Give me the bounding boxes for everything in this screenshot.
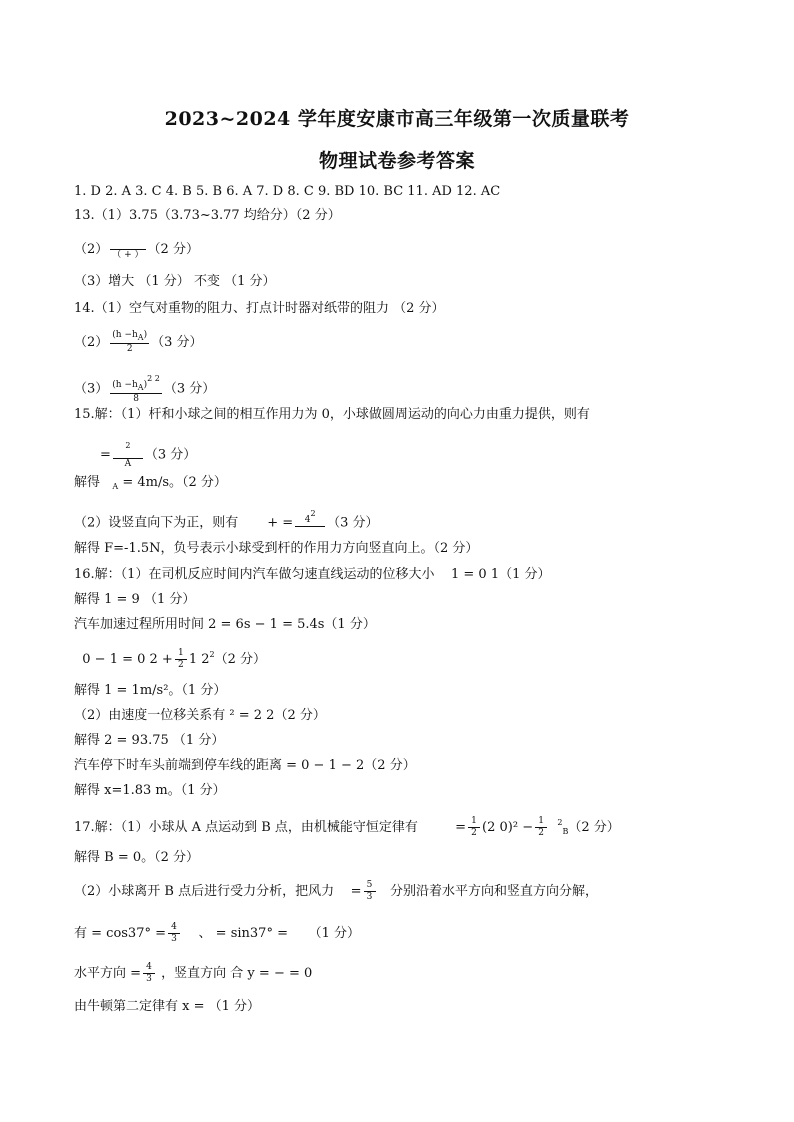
- q14-part2-num: (h −h: [112, 330, 138, 340]
- q15-eq1-sup: 2: [125, 441, 131, 450]
- q17-part2-frac-den: 3: [366, 892, 373, 902]
- q17-directions: [74, 962, 312, 985]
- q17-result1: 解得 B = 0。（2 分）: [74, 850, 200, 865]
- q17-part1-frac1-den: 2: [471, 828, 477, 838]
- q17-decomp-frac-den: 3: [171, 934, 177, 944]
- q15-part2-num-sup: 2: [310, 509, 316, 518]
- q14-part2-fraction: [110, 330, 149, 355]
- q16-result3: 解得 2 = 93.75 （1 分）: [74, 733, 225, 748]
- q14-part3-fraction: [110, 373, 162, 405]
- q17-part2-frac-num: 5: [364, 880, 376, 892]
- q17-part1-tail-sup: 2: [557, 818, 563, 827]
- q17-decomp-frac: [168, 922, 180, 945]
- q15-result1-label: 解得: [74, 475, 101, 490]
- q16-eq2-frac-num: 1: [175, 648, 187, 660]
- q17-part2: [74, 880, 598, 903]
- q16-equation2: [74, 646, 266, 671]
- q13-fraction-den: （ + ）: [112, 250, 144, 260]
- q17-part2-text: （2）小球离开 B 点后进行受力分析，把风力: [74, 884, 335, 899]
- q14-part3-sup: 2 2: [147, 374, 160, 383]
- q15-part1: 15.解：（1）杆和小球之间的相互作用力为 0，小球做圆周运动的向心力由重力提供，则有: [74, 407, 590, 422]
- q16-accel-time: 汽车加速过程所用时间 2 = 6s − 1 = 5.4s（1 分）: [74, 617, 376, 632]
- q14-part3-den: 8: [133, 394, 139, 404]
- q16-part1: [74, 566, 551, 584]
- q17-decomp-frac-num: 4: [168, 922, 180, 934]
- q13-part3: （3）增大 （1 分） 不变 （1 分）: [74, 274, 276, 289]
- q16-part1-score: （1 分）: [499, 567, 551, 582]
- q17-part1-text: 17.解：（1）小球从 A 点运动到 B 点，由机械能守恒定律有: [74, 820, 418, 835]
- q17-part2-suffix: 分别沿着水平方向和竖直方向分解，: [389, 884, 598, 899]
- q16-eq2-score: （2 分）: [214, 652, 267, 667]
- q15-eq1-den: A: [124, 459, 132, 469]
- q13-part2-score: （2 分）: [147, 242, 199, 257]
- q15-equation1: [100, 440, 196, 470]
- choice-answers: 1. D 2. A 3. C 4. B 5. B 6. A 7. D 8. C 9. BD 10. BC 11. AD 12. AC: [74, 184, 501, 199]
- q13-part2-label: （2）: [74, 242, 109, 257]
- q17-part2-fraction: [364, 880, 376, 903]
- q16-eq2-left: 0 − 1 = 0 2 +: [82, 652, 173, 667]
- document-subtitle: 物理试卷参考答案: [318, 150, 475, 172]
- q16-part2: （2）由速度一位移关系有 ² = 2 2（2 分）: [74, 708, 326, 723]
- q16-part1-text: 16.解：（1）在司机反应时间内汽车做匀速直线运动的位移大小: [74, 567, 435, 582]
- q17-decomposition: [74, 922, 360, 945]
- q14-part2-label: （2）: [74, 335, 109, 350]
- q17-part1-score: （2 分）: [568, 820, 620, 835]
- q15-eq1-equals: =: [100, 447, 111, 463]
- q14-part1: 14.（1）空气对重物的阻力、打点计时器对纸带的阻力 （2 分）: [74, 301, 445, 316]
- q16-eq2-tail: 1 2: [188, 652, 210, 667]
- q16-result1: 解得 1 = 9 （1 分）: [74, 592, 196, 607]
- q14-part2-num-end: ): [143, 330, 148, 340]
- q14-part3-num: (h −h: [112, 380, 138, 390]
- q14-part2: [74, 330, 203, 355]
- q15-part2-score: （3 分）: [327, 515, 379, 531]
- q17-part1-frac2-num: 1: [535, 816, 547, 828]
- q17-part1-frac1-num: 1: [468, 816, 480, 828]
- q16-eq2-fraction: [175, 648, 187, 671]
- q17-part2-equals: =: [350, 884, 362, 899]
- q13-fraction: [110, 238, 145, 261]
- q14-part3: [74, 373, 215, 405]
- q14-part3-num-sub: A: [137, 383, 144, 392]
- q17-part1-equals: =: [455, 820, 467, 835]
- q15-part2-num: 4: [304, 515, 311, 525]
- q17-part1: [74, 814, 620, 841]
- q14-part3-label: （3）: [74, 381, 109, 397]
- q16-eq2-frac-den: 2: [177, 660, 184, 670]
- q17-directions-frac: [143, 962, 155, 985]
- q17-decomp-mid: 、 = sin37° =: [198, 926, 288, 941]
- q15-part2-fraction: [295, 508, 325, 538]
- q15-part2-mid: + =: [267, 515, 294, 531]
- q14-part2-num-sub: A: [137, 333, 144, 342]
- q13-part1: 13.（1）3.75（3.73~3.77 均给分）（2 分）: [74, 208, 341, 223]
- q17-directions-suffix: ，竖直方向 合 y = − = 0: [161, 966, 313, 981]
- q17-part1-frac1: [468, 816, 480, 839]
- q15-result2: 解得 F=-1.5N，负号表示小球受到杆的作用力方向竖直向上。（2 分）: [74, 541, 479, 556]
- q14-part3-num-end: ): [143, 380, 148, 390]
- q15-eq1-score: （3 分）: [144, 447, 197, 463]
- q13-part2: [74, 238, 199, 261]
- q17-part1-mid: (2 0)² −: [482, 820, 534, 835]
- q16-eq2-tail-sup: 2: [209, 650, 215, 659]
- q17-newton: 由牛顿第二定律有 x = （1 分）: [74, 999, 261, 1014]
- q14-part3-score: （3 分）: [163, 381, 216, 397]
- document-title: 2023~2024 学年度安康市高三年级第一次质量联考: [164, 108, 630, 130]
- q17-directions-frac-num: 4: [143, 962, 155, 974]
- q16-distance: 汽车停下时车头前端到停车线的距离 = 0 − 1 − 2（2 分）: [74, 758, 416, 773]
- q17-decomp-left: 有 = cos37° =: [74, 926, 167, 941]
- q17-part1-tail: B: [562, 827, 569, 836]
- q17-part1-frac2-den: 2: [538, 828, 544, 838]
- q16-result4: 解得 x=1.83 m。（1 分）: [74, 783, 226, 798]
- q15-eq1-fraction: [113, 440, 143, 470]
- q15-result1: [74, 474, 227, 496]
- q16-part1-eq: 1 = 0 1: [450, 567, 500, 582]
- q17-directions-frac-den: 3: [146, 974, 152, 984]
- q15-part2: [74, 508, 379, 538]
- q15-result1-sub: A: [112, 482, 119, 491]
- q14-part2-den: 2: [126, 344, 133, 354]
- q17-decomp-score: （1 分）: [308, 926, 361, 941]
- q17-part1-frac2: [535, 816, 547, 839]
- q14-part2-score: （3 分）: [151, 335, 203, 350]
- q16-result2: 解得 1 = 1m/s²。（1 分）: [74, 683, 227, 698]
- q17-directions-left: 水平方向 =: [74, 966, 142, 981]
- q15-result1-value: = 4m/s。（2 分）: [122, 475, 227, 490]
- q15-part2-label: （2）设竖直向下为正，则有: [74, 515, 239, 531]
